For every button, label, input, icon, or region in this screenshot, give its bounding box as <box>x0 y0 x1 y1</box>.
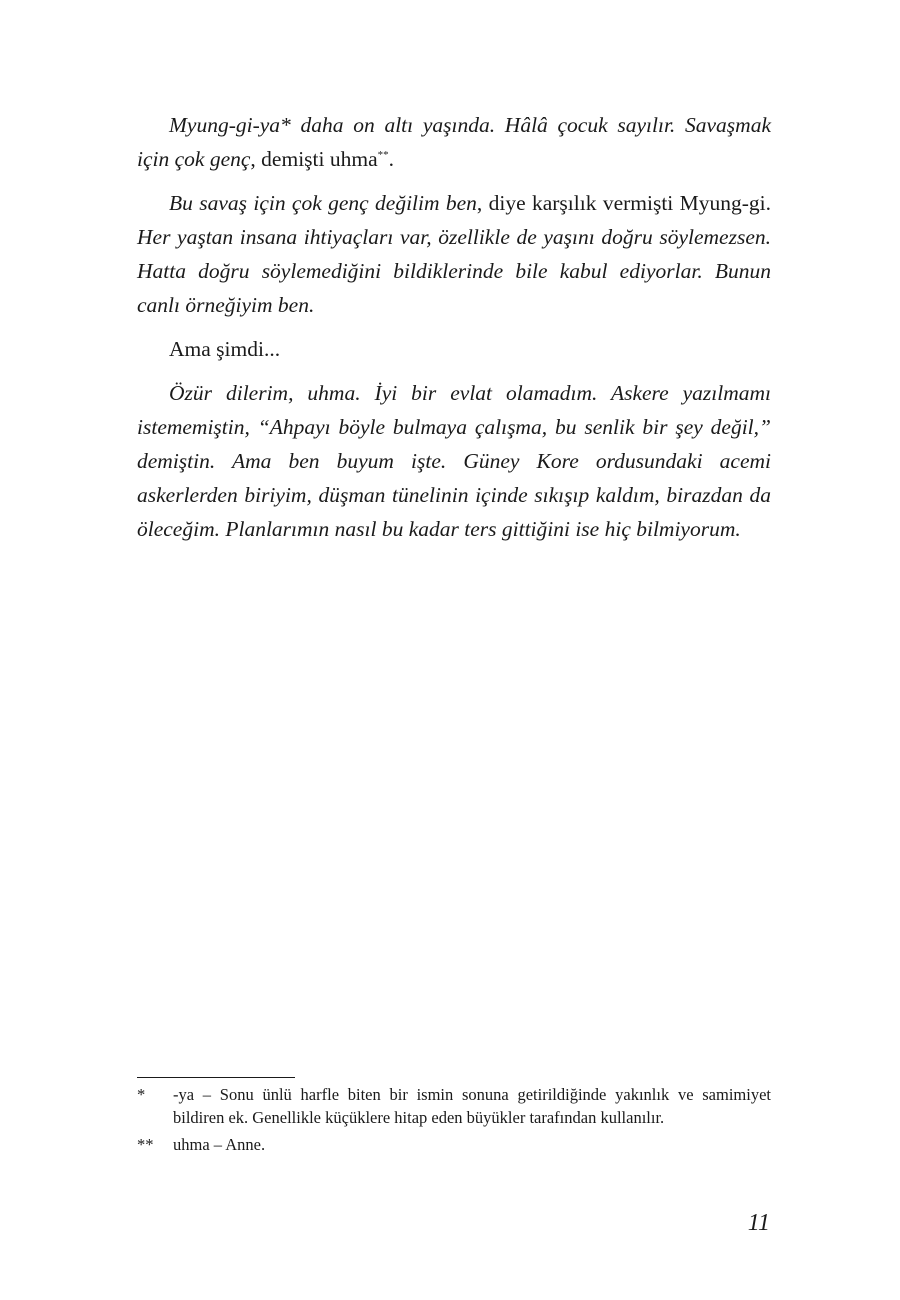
footnote-text: -ya – Sonu ünlü harfle biten bir ismin sonuna getirildiğinde yakınlık ve samimiyet bildiren ek. Genellikle küçüklere hitap eden büyükler tarafından kullanılır. <box>173 1085 771 1127</box>
italic-span: Özür dilerim, uhma. İyi bir evlat olamadım. Askere yazılmamı istememiştin, “Ahpayı böyle bulmaya çalışma, bu senlik bir şey değil,” demiştin. Ama ben buyum işte. Güney Kore ordusundaki acemi askerlerden biriyim, düşman tünelinin içinde sıkışıp kaldım, birazdan da öleceğim. Planlarımın nasıl bu kadar ters gittiğini ise hiç bilmiyorum. <box>137 381 771 541</box>
footnote-divider <box>137 1077 295 1078</box>
footnote-marker: * <box>137 1085 146 1104</box>
footnote-1 <box>137 1083 771 1129</box>
italic-span: Bu savaş için çok genç değilim ben <box>169 191 477 215</box>
page-number: 11 <box>747 1210 770 1236</box>
plain-span: , diye karşılık vermişti Myung-gi. <box>476 191 771 215</box>
footnotes <box>137 1083 771 1160</box>
paragraph-2 <box>137 186 771 322</box>
paragraph-3 <box>137 332 771 366</box>
plain-span: , demişti uhma <box>250 147 378 171</box>
italic-span: Her yaştan insana ihtiyaçları var, özellikle de yaşını doğru söylemezsen. Hatta doğru söylemediğini bildiklerinde bile kabul ediyorlar. Bunun canlı örneğiyim ben. <box>137 225 771 317</box>
footnote-text: uhma – Anne. <box>173 1135 266 1154</box>
footnote-2 <box>137 1133 771 1156</box>
italic-span: Myung-gi-ya* daha on altı yaşında. Hâlâ çocuk sayılır. Savaşmak için çok genç <box>137 113 771 171</box>
plain-span: Ama şimdi... <box>169 337 281 361</box>
footnote-marker: ** <box>137 1135 154 1154</box>
plain-span: . <box>388 147 394 171</box>
paragraph-4 <box>137 376 771 546</box>
body-text <box>137 108 771 556</box>
paragraph-1 <box>137 108 771 176</box>
footnote-ref: ** <box>377 148 389 161</box>
